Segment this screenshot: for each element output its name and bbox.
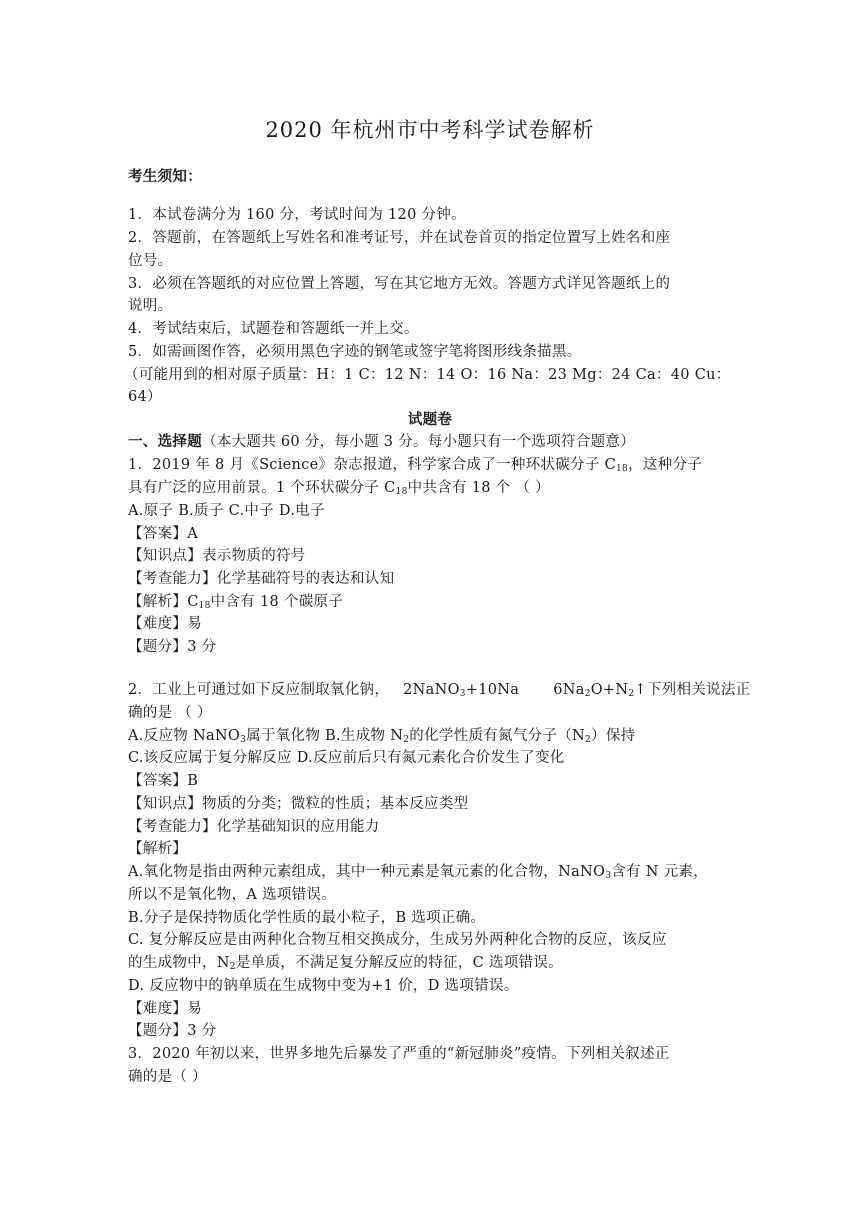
q2-analysis-a-line1 xyxy=(128,863,708,881)
section-description: （本大题共 60 分，每小题 3 分。每小题只有一个选项符合题意） xyxy=(202,434,636,450)
q1-subscript: 18 xyxy=(198,601,211,611)
q2-stem-line2: 确的是 （ ） xyxy=(128,705,212,721)
q2-text: 的生成物中，N xyxy=(128,955,230,971)
q2-analysis-c-line1: C. 复分解反应是由两种化合物互相交换成分，生成另外两种化合物的反应，该反应 xyxy=(128,932,667,948)
q2-subscript: 3 xyxy=(240,735,247,745)
q1-subscript: 18 xyxy=(395,487,408,497)
q1-answer: 【答案】A xyxy=(128,526,198,542)
q2-text: A.反应物 NaNO xyxy=(128,728,241,744)
q2-subscript: 2 xyxy=(585,735,592,745)
section-heading xyxy=(128,433,635,451)
q3-stem-line2: 确的是（ ） xyxy=(128,1069,207,1085)
q1-text: 具有广泛的应用前景。1 个环状碳分子 C xyxy=(128,480,396,496)
q1-difficulty: 【难度】易 xyxy=(128,616,202,632)
q2-knowledge: 【知识点】物质的分类；微粒的性质；基本反应类型 xyxy=(128,796,469,812)
q1-stem-line2 xyxy=(128,479,550,497)
q2-analysis-a-line2: 所以不是氧化物，A 选项错误。 xyxy=(128,887,337,903)
q1-options: A.原子 B.质子 C.中子 D.电子 xyxy=(128,503,325,519)
q2-score: 【题分】3 分 xyxy=(128,1023,217,1039)
notice-line: （可能用到的相对原子质量：H：1 C：12 N：14 O：16 Na：23 Mg：24 Ca：40 Cu： xyxy=(124,367,731,383)
q2-text: 含有 N 元素， xyxy=(611,864,709,880)
q1-text: 【解析】C xyxy=(128,594,199,610)
q2-text: ）保持 xyxy=(591,728,636,744)
q1-stem-line1 xyxy=(128,456,702,474)
q2-subscript: 2 xyxy=(584,689,591,699)
q2-analysis-c-line2 xyxy=(128,954,563,972)
q2-text: 2．工业上可通过如下反应制取氧化钠， xyxy=(128,682,390,698)
q1-score: 【题分】3 分 xyxy=(128,639,217,655)
q2-analysis-heading: 【解析】 xyxy=(128,841,188,857)
equation-right xyxy=(553,682,634,698)
q1-text: ，这种分子 xyxy=(628,457,703,473)
q1-text: 中共含有 18 个 （ ） xyxy=(407,480,550,496)
q2-answer: 【答案】B xyxy=(128,773,199,789)
q2-ability: 【考查能力】化学基础知识的应用能力 xyxy=(128,819,380,835)
q2-text: +10Na xyxy=(465,682,520,698)
q2-subscript: 3 xyxy=(459,689,466,699)
q2-analysis-b: B.分子是保持物质化学性质的最小粒子，B 选项正确。 xyxy=(128,910,486,926)
q2-text: O+N xyxy=(590,682,629,698)
q2-text: 是单质，不满足复分解反应的特征，C 选项错误。 xyxy=(235,955,563,971)
notice-heading: 考生须知： xyxy=(128,168,202,185)
q3-stem-line1: 3．2020 年初以来，世界多地先后暴发了严重的“新冠肺炎”疫情。下列相关叙述正 xyxy=(128,1046,670,1062)
q1-text: 1．2019 年 8 月《Science》杂志报道，科学家合成了一种环状碳分子 C xyxy=(128,457,616,473)
q2-text: 的化学性质有氮气分子（N xyxy=(409,728,586,744)
q2-subscript: 3 xyxy=(605,871,612,881)
equation-left xyxy=(403,682,519,698)
notice-line: 64） xyxy=(128,389,162,405)
q2-subscript: 2 xyxy=(628,689,635,699)
notice-line: 4．考试结束后，试题卷和答题纸一并上交。 xyxy=(128,321,419,337)
q1-analysis xyxy=(128,593,343,611)
q2-text: A.氧化物是指由两种元素组成，其中一种元素是氧元素的化合物，NaNO xyxy=(128,864,606,880)
notice-line: 2．答题前，在答题纸上写姓名和准考证号，并在试卷首页的指定位置写上姓名和座 xyxy=(128,230,671,246)
q1-knowledge: 【知识点】表示物质的符号 xyxy=(128,548,306,564)
q2-text: ↑下列相关说法正 xyxy=(634,682,751,698)
q2-difficulty: 【难度】易 xyxy=(128,1001,202,1017)
q2-text: 属于氧化物 B.生成物 N xyxy=(246,728,404,744)
notice-line: 1．本试卷满分为 160 分，考试时间为 120 分钟。 xyxy=(128,207,466,223)
q1-text: 中含有 18 个碳原子 xyxy=(210,594,344,610)
notice-line: 位号。 xyxy=(128,253,173,269)
q2-options-cd: C.该反应属于复分解反应 D.反应前后只有氮元素化合价发生了变化 xyxy=(128,750,565,766)
notice-line: 3．必须在答题纸的对应位置上答题，写在其它地方无效。答题方式详见答题纸上的 xyxy=(128,276,671,292)
q2-text: 6Na xyxy=(553,682,585,698)
notice-line: 说明。 xyxy=(128,298,173,314)
section-label: 一、选择题 xyxy=(128,433,202,450)
q1-subscript: 18 xyxy=(616,464,629,474)
q1-ability: 【考查能力】化学基础符号的表达和认知 xyxy=(128,571,395,587)
paper-heading: 试题卷 xyxy=(407,411,453,428)
q2-subscript: 2 xyxy=(403,735,410,745)
document-title: 2020 年杭州市中考科学试卷解析 xyxy=(265,118,595,142)
q2-text: 2NaNO xyxy=(403,682,460,698)
q2-stem-line1 xyxy=(128,681,750,699)
q2-options-ab xyxy=(128,727,635,745)
q2-analysis-d: D. 反应物中的钠单质在生成物中变为+1 价，D 选项错误。 xyxy=(128,978,519,994)
notice-line: 5．如需画图作答，必须用黑色字迹的钢笔或签字笔将图形线条描黑。 xyxy=(128,344,582,360)
q2-subscript: 2 xyxy=(229,962,236,972)
